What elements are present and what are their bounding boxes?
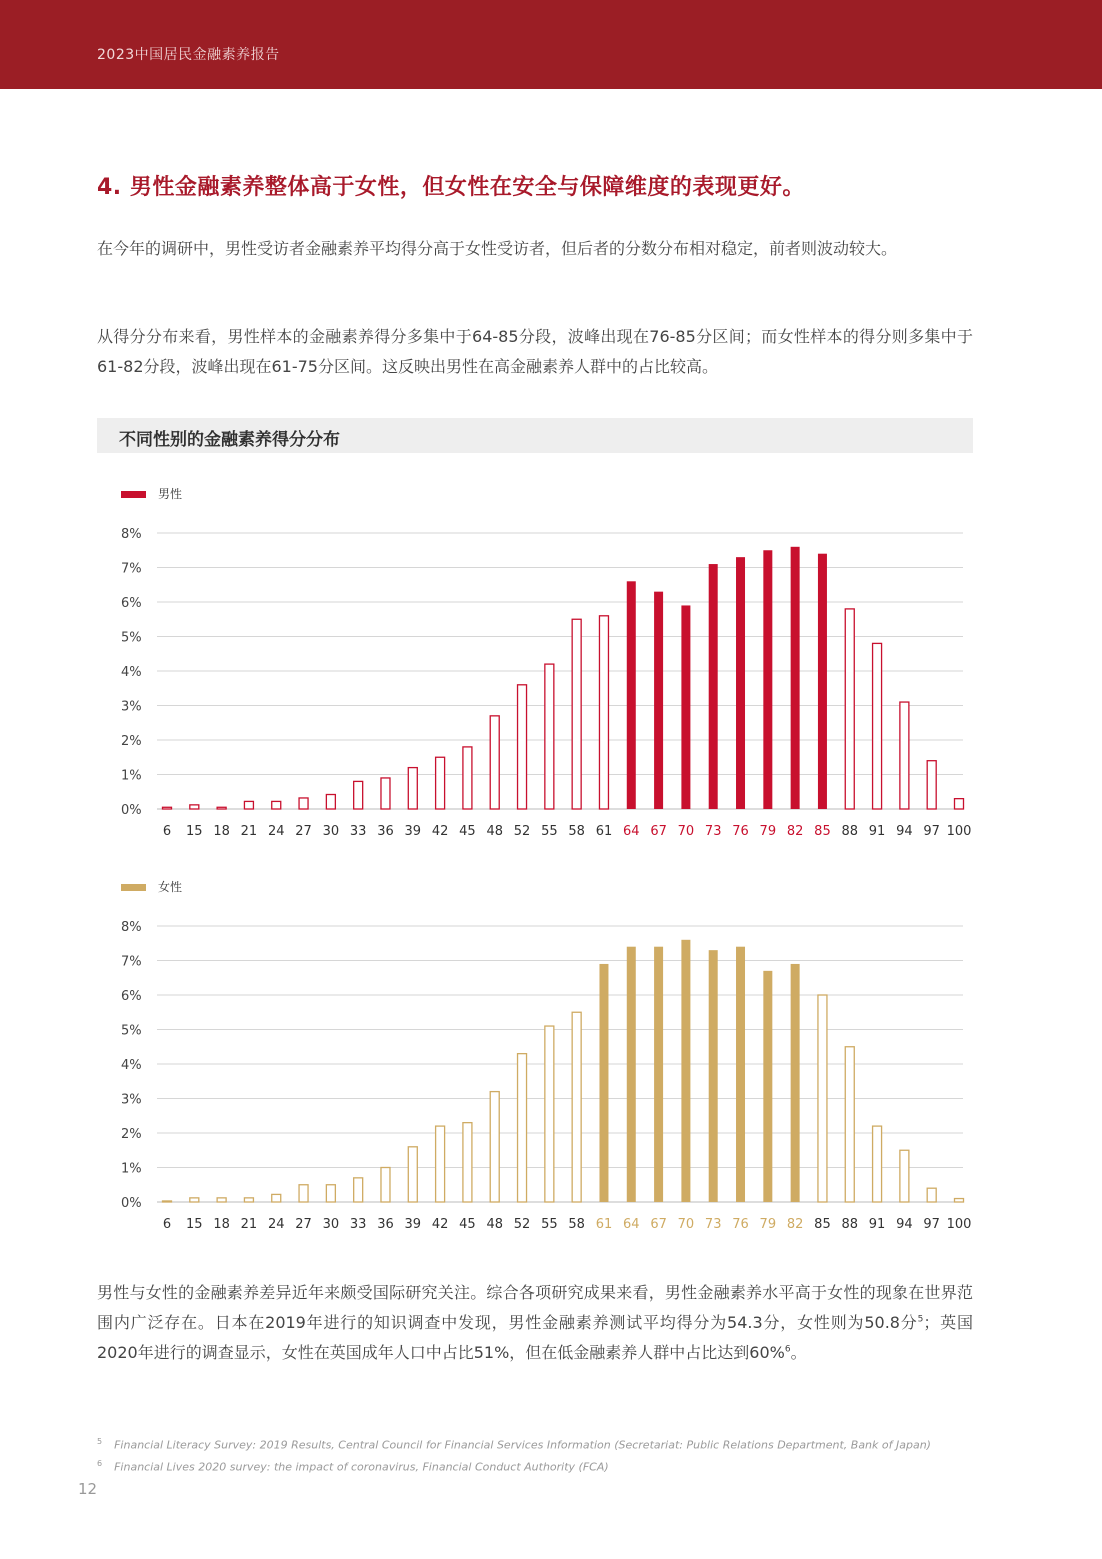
female-bar bbox=[955, 1199, 964, 1202]
female-ytick-label: 7% bbox=[121, 954, 142, 970]
male-xtick-label: 82 bbox=[786, 824, 804, 839]
male-xtick-label: 79 bbox=[759, 824, 777, 839]
male-xtick-label: 52 bbox=[513, 824, 531, 839]
female-bar bbox=[163, 1201, 172, 1202]
female-xtick-label: 6 bbox=[162, 1217, 172, 1232]
female-bar bbox=[845, 1047, 854, 1202]
female-bar bbox=[736, 947, 745, 1202]
male-bar bbox=[818, 554, 827, 809]
male-xtick-label: 67 bbox=[650, 824, 667, 839]
female-bar bbox=[572, 1012, 581, 1202]
male-ytick-label: 8% bbox=[121, 527, 142, 542]
female-xtick-label: 76 bbox=[732, 1217, 749, 1232]
female-bar bbox=[791, 964, 800, 1202]
female-bar bbox=[244, 1198, 253, 1202]
female-bar bbox=[272, 1194, 281, 1202]
male-bar bbox=[436, 757, 445, 809]
male-bar bbox=[463, 747, 472, 809]
female-bar bbox=[873, 1126, 882, 1202]
male-xtick-label: 97 bbox=[923, 824, 940, 839]
legend-female bbox=[121, 878, 182, 895]
paragraph-intro: 在今年的调研中，男性受访者金融素养平均得分高于女性受访者，但后者的分数分布相对稳定，前者则波动较大。 bbox=[97, 239, 898, 258]
female-bar bbox=[381, 1168, 390, 1203]
male-xtick-label: 70 bbox=[677, 824, 695, 839]
female-xtick-label: 52 bbox=[513, 1217, 531, 1232]
female-xtick-label: 30 bbox=[322, 1217, 340, 1232]
female-bar bbox=[518, 1054, 527, 1202]
male-bar bbox=[927, 761, 936, 809]
male-score-chart bbox=[97, 515, 977, 845]
footnote-6 bbox=[97, 1459, 609, 1474]
female-xtick-label: 82 bbox=[786, 1217, 804, 1232]
male-bar bbox=[791, 547, 800, 809]
female-xtick-label: 48 bbox=[486, 1217, 503, 1232]
male-bar bbox=[845, 609, 854, 809]
male-bar bbox=[572, 619, 581, 809]
female-bar bbox=[681, 940, 690, 1202]
female-xtick-label: 79 bbox=[759, 1217, 777, 1232]
male-xtick-label: 55 bbox=[541, 824, 558, 839]
male-xtick-label: 58 bbox=[568, 824, 585, 839]
female-xtick-label: 18 bbox=[213, 1217, 230, 1232]
male-xtick-label: 91 bbox=[868, 824, 886, 839]
female-bar bbox=[326, 1185, 335, 1202]
chart-banner bbox=[97, 418, 973, 453]
female-xtick-label: 55 bbox=[541, 1217, 558, 1232]
female-ytick-label: 5% bbox=[121, 1023, 142, 1039]
female-xtick-label: 15 bbox=[186, 1217, 203, 1232]
legend-male-label: 男性 bbox=[158, 487, 183, 501]
male-xtick-label: 48 bbox=[486, 824, 503, 839]
male-xtick-label: 76 bbox=[732, 824, 749, 839]
paragraph-international bbox=[97, 1278, 973, 1368]
female-bar bbox=[354, 1178, 363, 1202]
footnote-6-mark: 6 bbox=[97, 1459, 103, 1468]
male-xtick-label: 36 bbox=[377, 824, 394, 839]
male-bar bbox=[381, 778, 390, 809]
male-ytick-label: 3% bbox=[121, 699, 142, 715]
footnote-ref-5[interactable]: 5 bbox=[917, 1314, 924, 1325]
male-bar bbox=[217, 807, 226, 809]
male-xtick-label: 15 bbox=[186, 824, 203, 839]
male-bar bbox=[244, 801, 253, 809]
footnote-5-text: Financial Literacy Survey: 2019 Results, Central Council for Financial Services Information (Secretariat: Public Relations Department, Bank of Japan) bbox=[114, 1438, 931, 1452]
female-xtick-label: 94 bbox=[896, 1217, 913, 1232]
female-bar bbox=[299, 1185, 308, 1202]
female-bar bbox=[763, 971, 772, 1202]
male-bar bbox=[627, 581, 636, 809]
male-ytick-label: 5% bbox=[121, 630, 142, 646]
paragraph-international-a: 男性与女性的金融素养差异近年来颇受国际研究关注。综合各项研究成果来看，男性金融素养水平高于女性的现象在世界范围内广泛存在。日本在2019年进行的知识调查中发现，男性金融素养测试平均得分为54.3分，女性则为50.8分 bbox=[97, 1283, 973, 1332]
male-xtick-label: 30 bbox=[322, 824, 340, 839]
female-bar bbox=[545, 1026, 554, 1202]
male-bar bbox=[190, 805, 199, 809]
female-bar bbox=[709, 950, 718, 1202]
female-xtick-label: 73 bbox=[704, 1217, 722, 1232]
female-bar bbox=[627, 947, 636, 1202]
female-xtick-label: 58 bbox=[568, 1217, 585, 1232]
male-bar bbox=[490, 716, 499, 809]
paragraph-international-b: ；英国2020年进行的调查显示，女性在英国成年人口中占比51%，但在低金融素养人群中占比达到60% bbox=[97, 1313, 973, 1362]
paragraph-distribution: 从得分分布来看，男性样本的金融素养得分多集中于64-85分段，波峰出现在76-85分区间；而女性样本的得分则多集中于61-82分段，波峰出现在61-75分区间。这反映出男性在高金融素养人群中的占比较高。 bbox=[97, 327, 973, 376]
male-bar bbox=[900, 702, 909, 809]
male-xtick-label: 45 bbox=[459, 824, 476, 839]
female-xtick-label: 45 bbox=[459, 1217, 476, 1232]
female-bar bbox=[599, 964, 608, 1202]
female-xtick-label: 97 bbox=[923, 1217, 940, 1232]
female-ytick-label: 6% bbox=[121, 989, 142, 1004]
male-ytick-label: 7% bbox=[121, 561, 142, 577]
female-ytick-label: 4% bbox=[121, 1058, 142, 1073]
male-bar bbox=[272, 801, 281, 809]
female-xtick-label: 64 bbox=[623, 1217, 640, 1232]
female-ytick-label: 1% bbox=[121, 1161, 142, 1177]
female-xtick-label: 85 bbox=[814, 1217, 831, 1232]
female-bar bbox=[436, 1126, 445, 1202]
male-ytick-label: 2% bbox=[121, 734, 142, 749]
male-xtick-label: 73 bbox=[704, 824, 722, 839]
male-xtick-label: 18 bbox=[213, 824, 230, 839]
male-ytick-label: 1% bbox=[121, 768, 142, 784]
female-xtick-label: 61 bbox=[595, 1217, 613, 1232]
female-bar bbox=[190, 1198, 199, 1202]
report-title: 2023中国居民金融素养报告 bbox=[97, 47, 280, 63]
chart-title: 不同性别的金融素养得分分布 bbox=[119, 430, 340, 450]
female-xtick-label: 70 bbox=[677, 1217, 695, 1232]
male-bar bbox=[163, 807, 172, 809]
male-bar bbox=[709, 564, 718, 809]
female-ytick-label: 0% bbox=[121, 1196, 142, 1211]
female-ytick-label: 3% bbox=[121, 1092, 142, 1108]
female-bar bbox=[490, 1092, 499, 1202]
female-xtick-label: 88 bbox=[841, 1217, 859, 1232]
male-xtick-label: 64 bbox=[623, 824, 640, 839]
female-xtick-label: 21 bbox=[240, 1217, 258, 1232]
male-bar bbox=[736, 557, 745, 809]
female-xtick-label: 67 bbox=[650, 1217, 667, 1232]
male-xtick-label: 6 bbox=[162, 824, 172, 839]
female-xtick-label: 39 bbox=[404, 1217, 422, 1232]
female-bar bbox=[217, 1198, 226, 1202]
female-bar bbox=[927, 1188, 936, 1202]
section-heading: 4. 男性金融素养整体高于女性，但女性在安全与保障维度的表现更好。 bbox=[97, 175, 805, 200]
female-xtick-label: 100 bbox=[946, 1217, 972, 1232]
female-bar bbox=[818, 995, 827, 1202]
male-ytick-label: 4% bbox=[121, 665, 142, 680]
male-bar bbox=[299, 798, 308, 809]
female-xtick-label: 91 bbox=[868, 1217, 886, 1232]
male-bar bbox=[955, 799, 964, 809]
legend-male-swatch bbox=[121, 491, 146, 498]
male-bar bbox=[599, 616, 608, 809]
male-ytick-label: 6% bbox=[121, 596, 142, 611]
male-bar bbox=[873, 643, 882, 809]
male-bar bbox=[763, 550, 772, 809]
male-xtick-label: 88 bbox=[841, 824, 859, 839]
male-bar bbox=[654, 592, 663, 809]
female-ytick-label: 2% bbox=[121, 1127, 142, 1142]
female-ytick-label: 8% bbox=[121, 920, 142, 935]
legend-female-label: 女性 bbox=[158, 880, 183, 894]
legend-male bbox=[121, 485, 182, 502]
male-bar bbox=[326, 795, 335, 809]
page-number: 12 bbox=[78, 1480, 98, 1498]
male-xtick-label: 94 bbox=[896, 824, 913, 839]
male-xtick-label: 21 bbox=[240, 824, 258, 839]
female-bar bbox=[463, 1123, 472, 1202]
male-xtick-label: 33 bbox=[349, 824, 367, 839]
male-bar bbox=[354, 781, 363, 809]
female-xtick-label: 36 bbox=[377, 1217, 394, 1232]
footnote-6-text: Financial Lives 2020 survey: the impact of coronavirus, Financial Conduct Authority (FCA) bbox=[114, 1460, 609, 1474]
female-bar bbox=[900, 1150, 909, 1202]
paragraph-international-c: 。 bbox=[790, 1343, 807, 1362]
footnote-5-mark: 5 bbox=[97, 1437, 103, 1446]
female-xtick-label: 33 bbox=[349, 1217, 367, 1232]
male-bar bbox=[545, 664, 554, 809]
male-bar bbox=[518, 685, 527, 809]
female-score-chart bbox=[97, 908, 977, 1238]
page-header bbox=[0, 0, 1102, 89]
male-ytick-label: 0% bbox=[121, 803, 142, 818]
female-bar bbox=[654, 947, 663, 1202]
male-xtick-label: 24 bbox=[267, 824, 285, 839]
male-bar bbox=[408, 768, 417, 809]
male-xtick-label: 39 bbox=[404, 824, 422, 839]
male-bar bbox=[681, 605, 690, 809]
female-xtick-label: 42 bbox=[431, 1217, 449, 1232]
male-xtick-label: 42 bbox=[431, 824, 449, 839]
male-xtick-label: 100 bbox=[946, 824, 972, 839]
footnote-ref-6[interactable]: 6 bbox=[784, 1344, 791, 1355]
male-xtick-label: 61 bbox=[595, 824, 613, 839]
female-xtick-label: 27 bbox=[295, 1217, 312, 1232]
female-bar bbox=[408, 1147, 417, 1202]
footnote-5 bbox=[97, 1437, 931, 1452]
male-xtick-label: 27 bbox=[295, 824, 312, 839]
male-xtick-label: 85 bbox=[814, 824, 831, 839]
legend-female-swatch bbox=[121, 884, 146, 891]
female-xtick-label: 24 bbox=[267, 1217, 285, 1232]
